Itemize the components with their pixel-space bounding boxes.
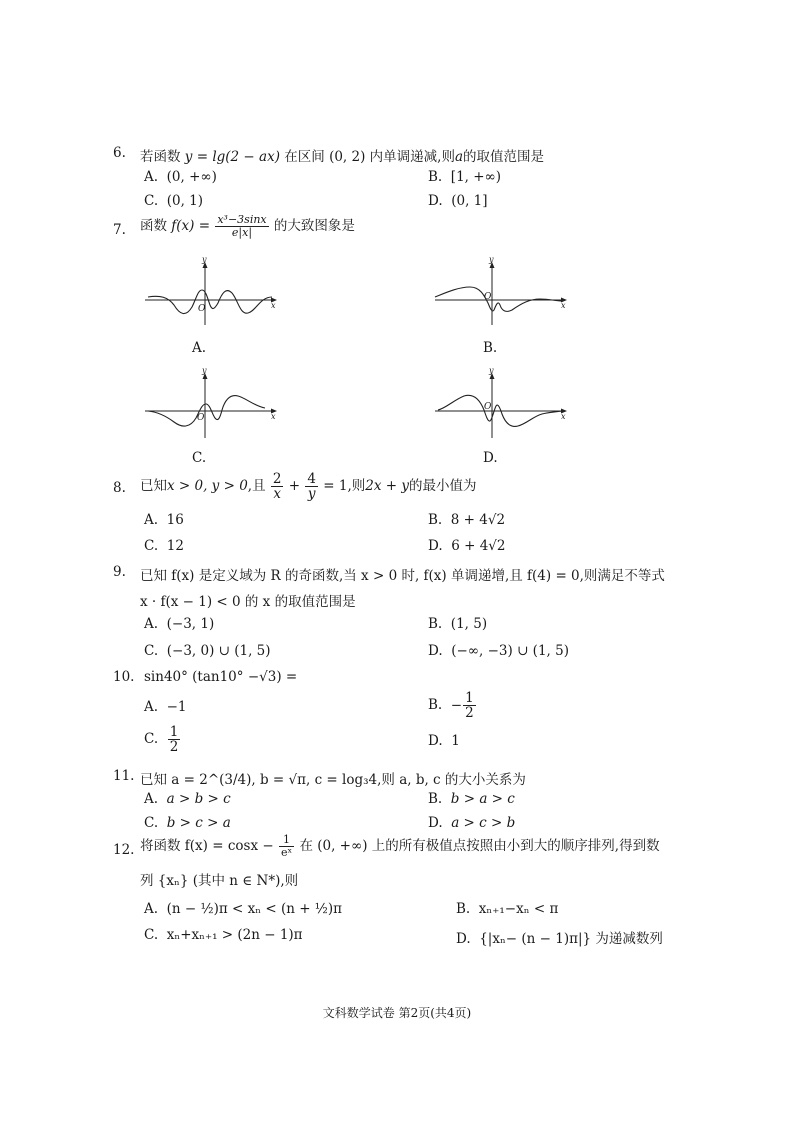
- option-a[interactable]: A. −1: [144, 699, 187, 715]
- question-stem-line2: x · f(x − 1) < 0 的 x 的取值范围是: [140, 594, 356, 610]
- question-number: 8.: [113, 480, 126, 496]
- page-footer: 文科数学试卷 第2页(共4页): [322, 1006, 472, 1020]
- option-d[interactable]: D. a > c > b: [428, 815, 516, 831]
- question-stem: 已知 a = 2^(3/4), b = √π, c = log₃4,则 a, b, c 的大小关系为: [140, 772, 526, 788]
- fraction: $\frac{\text{x³−3sinx}}{e|x|}$: [217, 213, 267, 239]
- fraction: $\frac{4}{y}$: [307, 471, 316, 502]
- graph-option-b[interactable]: y x O: [430, 255, 575, 334]
- fraction: $\frac{1}{2}$: [465, 690, 474, 721]
- option-d[interactable]: D. (−∞, −3) ∪ (1, 5): [428, 643, 569, 659]
- option-d[interactable]: D. {|xₙ− (n − 1)π|} 为递减数列: [456, 931, 663, 947]
- option-b[interactable]: B. [1, +∞): [428, 169, 502, 185]
- question-stem: sin40° (tan10° −√3) =: [144, 669, 298, 685]
- question-number: 9.: [113, 564, 126, 580]
- option-b[interactable]: B. b > a > c: [428, 791, 515, 807]
- option-c-label[interactable]: C.: [192, 450, 207, 466]
- option-c[interactable]: C. 12: [144, 538, 184, 554]
- question-stem: 若函数 y = lg(2 − ax) 在区间 (0, 2) 内单调递减,则a的取值范围是: [140, 149, 545, 165]
- question-number: 11.: [113, 768, 135, 784]
- option-b-label[interactable]: B.: [483, 340, 498, 356]
- option-d[interactable]: D. (0, 1]: [428, 193, 488, 209]
- graph-c-svg: [140, 366, 285, 441]
- fraction: $\frac{1}{\text{eˣ}}$: [280, 833, 293, 859]
- question-stem-line2: 列 {xₙ} (其中 n ∈ N*),则: [140, 873, 299, 889]
- graph-option-c[interactable]: y x O: [140, 366, 285, 445]
- option-b[interactable]: B. xₙ₊₁−xₙ < π: [456, 901, 559, 917]
- option-b[interactable]: B. − $\frac{1}{2}$: [428, 690, 474, 721]
- option-b[interactable]: B. 8 + 4√2: [428, 512, 506, 528]
- option-c[interactable]: C. (−3, 0) ∪ (1, 5): [144, 643, 271, 659]
- graph-a-svg: [140, 255, 285, 330]
- option-a[interactable]: A. a > b > c: [144, 791, 231, 807]
- option-a[interactable]: A. 16: [144, 512, 184, 528]
- option-c[interactable]: C. b > c > a: [144, 815, 231, 831]
- graph-option-d[interactable]: y x O: [430, 366, 575, 445]
- question-number: 10.: [113, 669, 135, 685]
- option-a[interactable]: A. (0, +∞): [144, 169, 217, 185]
- option-a-label[interactable]: A.: [192, 340, 207, 356]
- question-stem-line1: 已知 f(x) 是定义域为 R 的奇函数,当 x > 0 时, f(x) 单调递增,且 f(4) = 0,则满足不等式: [140, 568, 665, 584]
- option-d[interactable]: D. 1: [428, 733, 460, 749]
- question-stem-line1: 将函数 f(x) = cosx − $\frac{1}{\text{eˣ}}$ 在 (0, +∞) 上的所有极值点按照由小到大的顺序排列,得到数: [140, 833, 660, 859]
- question-number: 6.: [113, 145, 126, 161]
- question-number: 7.: [113, 222, 126, 238]
- graph-b-svg: [430, 255, 575, 330]
- option-a[interactable]: A. (n − ½)π < xₙ < (n + ½)π: [144, 901, 343, 917]
- option-c[interactable]: C. (0, 1): [144, 193, 204, 209]
- graph-option-a[interactable]: y x O: [140, 255, 285, 334]
- question-stem: 函数 f(x) = $\frac{\text{x³−3sinx}}{e|x|}$ 的大致图象是: [140, 213, 355, 239]
- option-b[interactable]: B. (1, 5): [428, 616, 488, 632]
- option-c[interactable]: C. xₙ+xₙ₊₁ > (2n − 1)π: [144, 927, 303, 943]
- graph-d-svg: [430, 366, 575, 441]
- option-a[interactable]: A. (−3, 1): [144, 616, 215, 632]
- question-stem: 已知x > 0, y > 0,且 $\frac{2}{x}$ + $\frac{4}{y}$ = 1,则2x + y的最小值为: [140, 471, 477, 502]
- question-number: 12.: [113, 842, 135, 858]
- fraction: $\frac{1}{2}$: [169, 724, 179, 755]
- fraction: $\frac{2}{x}$: [272, 471, 282, 502]
- option-d[interactable]: D. 6 + 4√2: [428, 538, 506, 554]
- option-d-label[interactable]: D.: [483, 450, 498, 466]
- option-c[interactable]: C. $\frac{1}{2}$: [144, 724, 179, 755]
